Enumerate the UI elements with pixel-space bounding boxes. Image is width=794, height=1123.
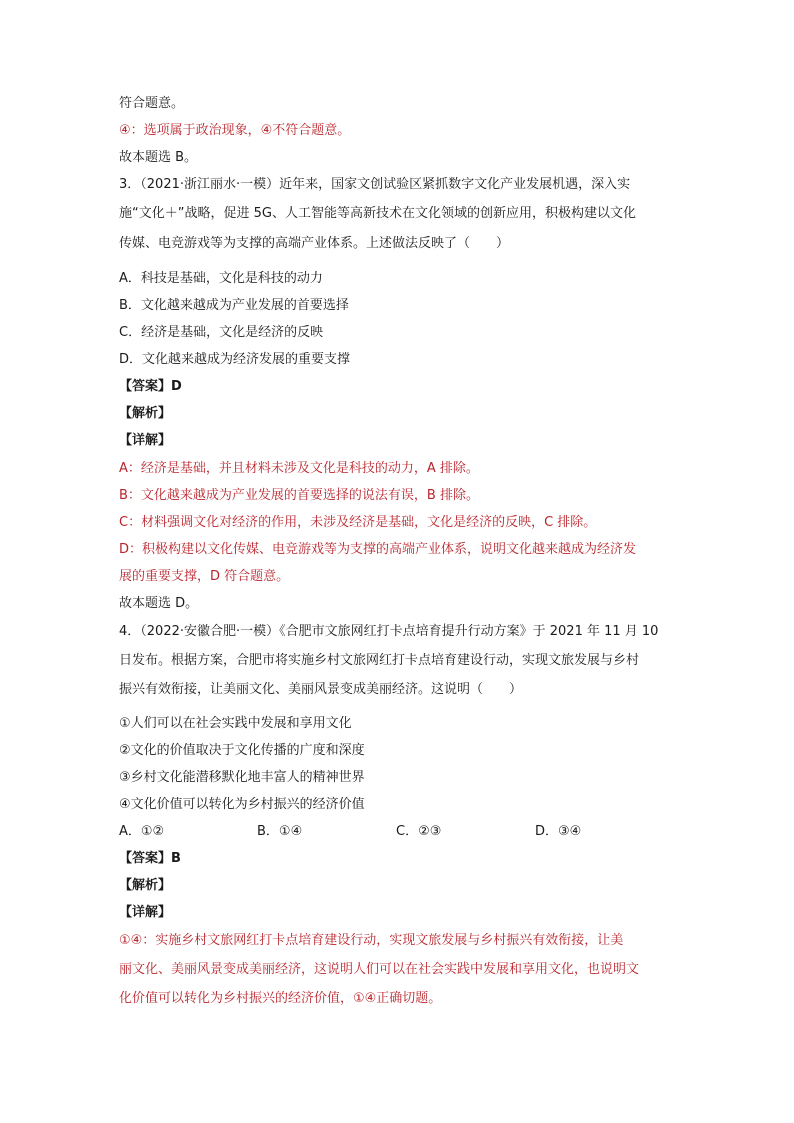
q4-stem-line-3: 振兴有效衔接，让美丽文化、美丽风景变成美丽经济。这说明（ ）: [119, 682, 523, 697]
q3-stem-line-3: 传媒、电竞游戏等为支撑的高端产业体系。上述做法反映了（ ）: [119, 236, 510, 251]
q4-stem-line-1: 4．（2022·安徽合肥·一模）《合肥市文旅网红打卡点培育提升行动方案》于 2021 年 11 月 10: [119, 624, 659, 639]
q3-explain-d: D：积极构建以文化传媒、电竞游戏等为支撑的高端产业体系，说明文化越来越成为经济发: [119, 542, 637, 557]
q3-option-a: A．科技是基础，文化是科技的动力: [119, 271, 323, 286]
q4-stem-line-2: 日发布。根据方案，合肥市将实施乡村文旅网红打卡点培育建设行动，实现文旅发展与乡村: [119, 653, 640, 668]
q4-answer: 【答案】B: [119, 851, 181, 866]
q3-explain-a: A：经济是基础，并且材料未涉及文化是科技的动力，A 排除。: [119, 461, 479, 476]
q4-analysis-heading: 【解析】: [119, 878, 172, 893]
q4-explain-line-2: 丽文化、美丽风景变成美丽经济，这说明人们可以在社会实践中发展和享用文化，也说明文: [119, 962, 640, 977]
prev-text-line: 符合题意。: [119, 96, 185, 111]
q3-analysis-heading: 【解析】: [119, 406, 172, 421]
q3-conclusion: 故本题选 D。: [119, 596, 199, 611]
q3-detail-heading: 【详解】: [119, 433, 172, 448]
q4-choice-a: A．①②: [119, 824, 165, 839]
q4-detail-heading: 【详解】: [119, 905, 172, 920]
q3-stem-line-2: 施“文化＋”战略，促进 5G、人工智能等高新技术在文化领域的创新应用，积极构建以文化: [119, 206, 636, 221]
q3-explain-b: B：文化越来越成为产业发展的首要选择的说法有误，B 排除。: [119, 488, 479, 503]
q3-stem-line-1: 3．（2021·浙江丽水·一模）近年来，国家文创试验区紧抓数字文化产业发展机遇，深入实: [119, 177, 631, 192]
q3-explain-c: C：材料强调文化对经济的作用，未涉及经济是基础，文化是经济的反映，C 排除。: [119, 515, 597, 530]
q4-explain-line-3: 化价值可以转化为乡村振兴的经济价值，①④正确切题。: [119, 991, 442, 1006]
q4-item-3: ③乡村文化能潜移默化地丰富人的精神世界: [119, 770, 365, 785]
prev-explain-line: ④：选项属于政治现象，④不符合题意。: [119, 123, 351, 138]
q4-choice-b: B．①④: [257, 824, 303, 839]
q4-choice-d: D．③④: [535, 824, 582, 839]
prev-conclusion: 故本题选 B。: [119, 150, 198, 165]
q3-option-b: B．文化越来越成为产业发展的首要选择: [119, 298, 349, 313]
q3-option-c: C．经济是基础，文化是经济的反映: [119, 325, 324, 340]
q4-item-4: ④文化价值可以转化为乡村振兴的经济价值: [119, 797, 365, 812]
q4-choice-c: C．②③: [396, 824, 442, 839]
q4-item-1: ①人们可以在社会实践中发展和享用文化: [119, 716, 352, 731]
q4-item-2: ②文化的价值取决于文化传播的广度和深度: [119, 743, 365, 758]
q3-explain-d-cont: 展的重要支撑，D 符合题意。: [119, 569, 290, 584]
q3-answer: 【答案】D: [119, 379, 182, 394]
q4-explain-line-1: ①④：实施乡村文旅网红打卡点培育建设行动，实现文旅发展与乡村振兴有效衔接，让美: [119, 933, 624, 948]
q3-option-d: D．文化越来越成为经济发展的重要支撑: [119, 352, 351, 367]
